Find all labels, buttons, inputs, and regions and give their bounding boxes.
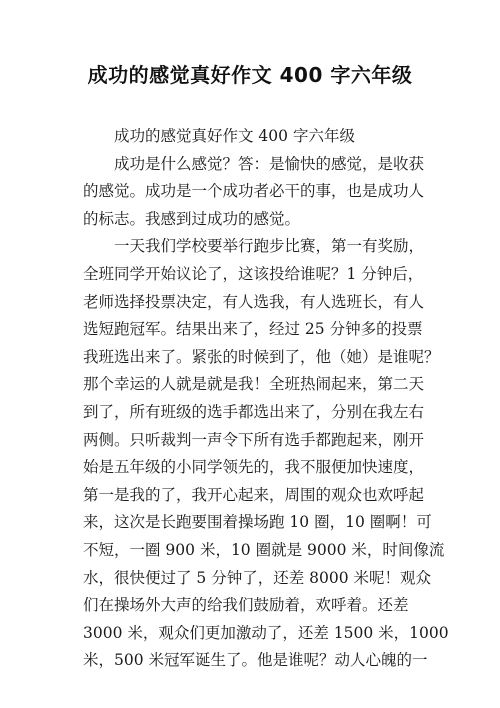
text-line: 一天我们学校要举行跑步比赛，第一有奖励，	[114, 237, 425, 256]
text-line: 3000 米，观众们更加激动了，还差 1500 米，1000	[83, 623, 449, 642]
text-line: 始是五年级的小同学领先的，我不服便加快速度，	[83, 458, 425, 477]
text-line: 选短跑冠军。结果出来了，经过 25 分钟多的投票	[83, 320, 423, 339]
subtitle-paragraph	[83, 123, 443, 151]
document-title: 成功的感觉真好作文 400 字六年级	[87, 63, 413, 87]
text-line: 不短，一圈 900 米，10 圈就是 9000 米，时间像流	[83, 540, 445, 559]
document-body	[83, 123, 449, 675]
text-line: 那个幸运的人就是就是我！全班热闹起来，第二天	[83, 375, 425, 394]
text-line: 米，500 米冠军诞生了。他是谁呢？动人心魄的一	[83, 651, 428, 670]
text-line: 到了，所有班级的选手都选出来了，分别在我左右	[83, 402, 425, 421]
text-line: 成功是什么感觉？答：是愉快的感觉，是收获	[114, 154, 425, 173]
text-line: 我班选出来了。紧张的时候到了，他（她）是谁呢？	[83, 347, 440, 366]
text-line: 全班同学开始议论了，这该投给谁呢？1 分钟后，	[83, 264, 424, 283]
text-line: 的标志。我感到过成功的感觉。	[83, 209, 301, 228]
text-line: 成功的感觉真好作文 400 字六年级	[114, 127, 355, 145]
text-line: 水，很快便过了 5 分钟了，还差 8000 米呢！观众	[83, 568, 432, 587]
text-line: 第一是我的了，我开心起来，周围的观众也欢呼起	[83, 485, 425, 504]
text-line: 的感觉。成功是一个成功者必干的事，也是成功人	[83, 182, 425, 201]
paragraph-2	[83, 233, 449, 675]
paragraph-1	[83, 151, 443, 234]
text-line: 们在操场外大声的给我们鼓励着，欢呼着。还差	[83, 596, 409, 615]
text-line: 来，这次是长跑要围着操场跑 10 圈，10 圈啊！可	[83, 513, 432, 532]
text-line: 老师选择投票决定，有人选我，有人选班长，有人	[83, 292, 425, 311]
text-line: 两侧。只听裁判一声令下所有选手都跑起来，刚开	[83, 430, 425, 449]
